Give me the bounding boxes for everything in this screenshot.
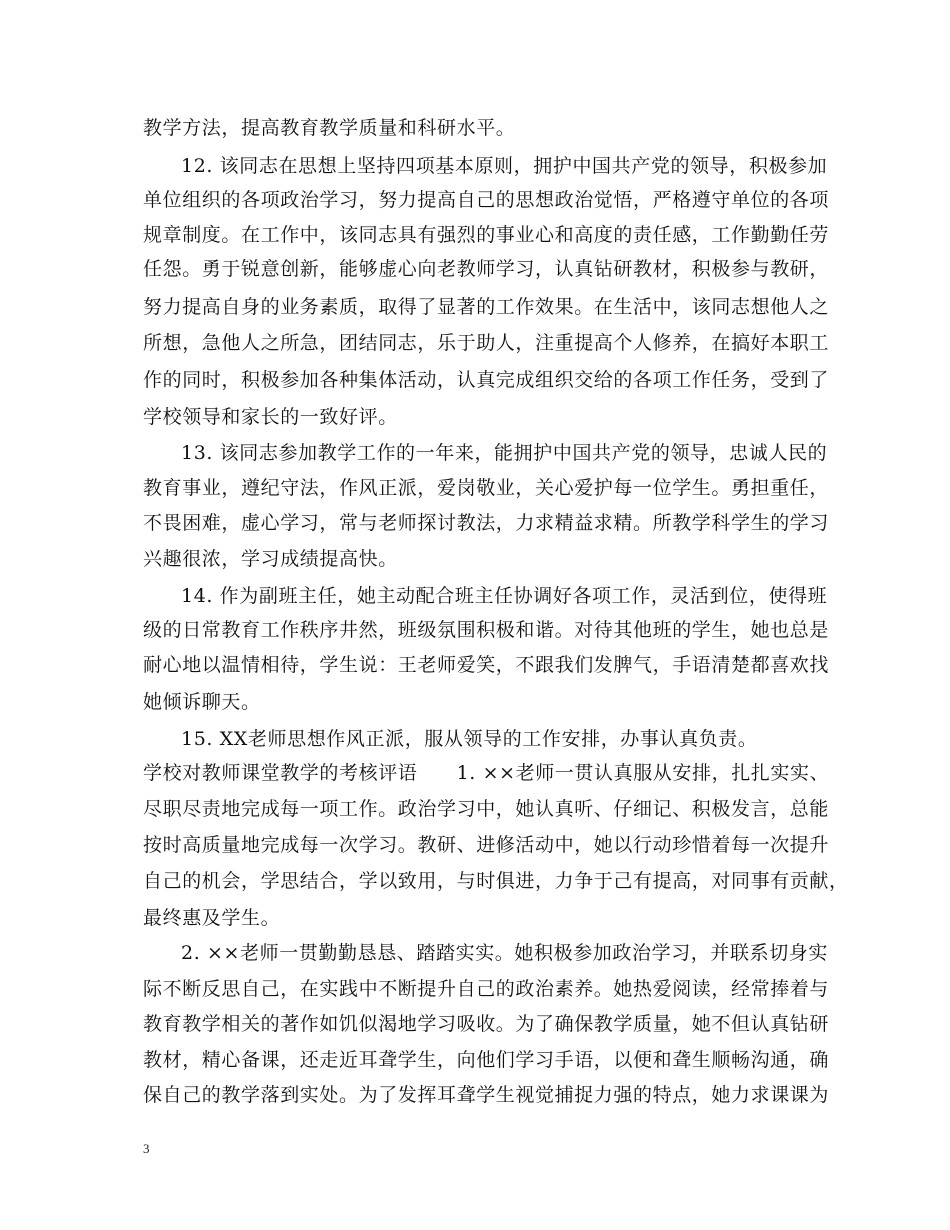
text-line: 级的日常教育工作秩序井然，班级氛围积极和谐。对待其他班的学生，她也总是 — [143, 619, 830, 641]
text-line: 规章制度。在工作中，该同志具有强烈的事业心和高度的责任感，工作勤勤任劳 — [143, 224, 830, 246]
text-line: 学校对教师课堂教学的考核评语 1. ××老师一贯认真服从安排，扎扎实实、 — [143, 762, 830, 784]
text-line: 耐心地以温情相待，学生说：王老师爱笑，不跟我们发脾气，手语清楚都喜欢找 — [143, 654, 830, 676]
text-line: 2. ××老师一贯勤勤恳恳、踏踏实实。她积极参加政治学习，并联系切身实 — [181, 942, 829, 964]
text-line: 她倾诉聊天。 — [143, 691, 261, 713]
text-line: 13. 该同志参加教学工作的一年来，能拥护中国共产党的领导，忠诚人民的 — [181, 442, 828, 464]
text-line: 保自己的教学落到实处。为了发挥耳聋学生视觉捕捉力强的特点，她力求课课为 — [143, 1084, 830, 1106]
text-line: 际不断反思自己，在实践中不断提升自己的政治素养。她热爱阅读，经常捧着与 — [143, 978, 830, 1000]
page-number: 3 — [143, 1141, 150, 1156]
text-line: 自己的机会，学思结合，学以致用，与时俱进，力争于己有提高，对同事有贡献， — [143, 870, 849, 892]
text-line: 教学方法，提高教育教学质量和科研水平。 — [143, 117, 516, 139]
text-line: 作的同时，积极参加各种集体活动，认真完成组织交给的各项工作任务，受到了 — [143, 369, 830, 391]
text-line: 所想，急他人之所急，团结同志，乐于助人，注重提高个人修养，在搞好本职工 — [143, 332, 830, 354]
text-line: 学校领导和家长的一致好评。 — [143, 406, 398, 428]
text-line: 尽职尽责地完成每一项工作。政治学习中，她认真听、仔细记、积极发言，总能 — [143, 798, 830, 820]
text-line: 教材，精心备课，还走近耳聋学生，向他们学习手语，以便和聋生顺畅沟通，确 — [143, 1049, 830, 1071]
text-line: 教育教学相关的著作如饥似渴地学习吸收。为了确保教学质量，她不但认真钻研 — [143, 1013, 830, 1035]
text-line: 单位组织的各项政治学习，努力提高自己的思想政治觉悟，严格遵守单位的各项 — [143, 189, 830, 211]
text-line: 12. 该同志在思想上坚持四项基本原则，拥护中国共产党的领导，积极参加 — [181, 155, 828, 177]
text-line: 不畏困难，虚心学习，常与老师探讨教法，力求精益求精。所教学科学生的学习 — [143, 512, 830, 534]
text-line: 最终惠及学生。 — [143, 907, 281, 929]
text-line: 教育事业，遵纪守法，作风正派，爱岗敬业，关心爱护每一位学生。勇担重任， — [143, 477, 830, 499]
text-line: 14. 作为副班主任，她主动配合班主任协调好各项工作，灵活到位，使得班 — [181, 585, 828, 607]
text-line: 努力提高自身的业务素质，取得了显著的工作效果。在生活中，该同志想他人之 — [143, 296, 830, 318]
text-line: 兴趣很浓，学习成绩提高快。 — [143, 548, 398, 570]
text-line: 15. XX老师思想作风正派，服从领导的工作安排，办事认真负责。 — [181, 728, 758, 750]
text-line: 按时高质量地完成每一次学习。教研、进修活动中，她以行动珍惜着每一次提升 — [143, 834, 830, 856]
text-line: 任怨。勇于锐意创新，能够虚心向老教师学习，认真钻研教材，积极参与教研， — [143, 258, 830, 280]
